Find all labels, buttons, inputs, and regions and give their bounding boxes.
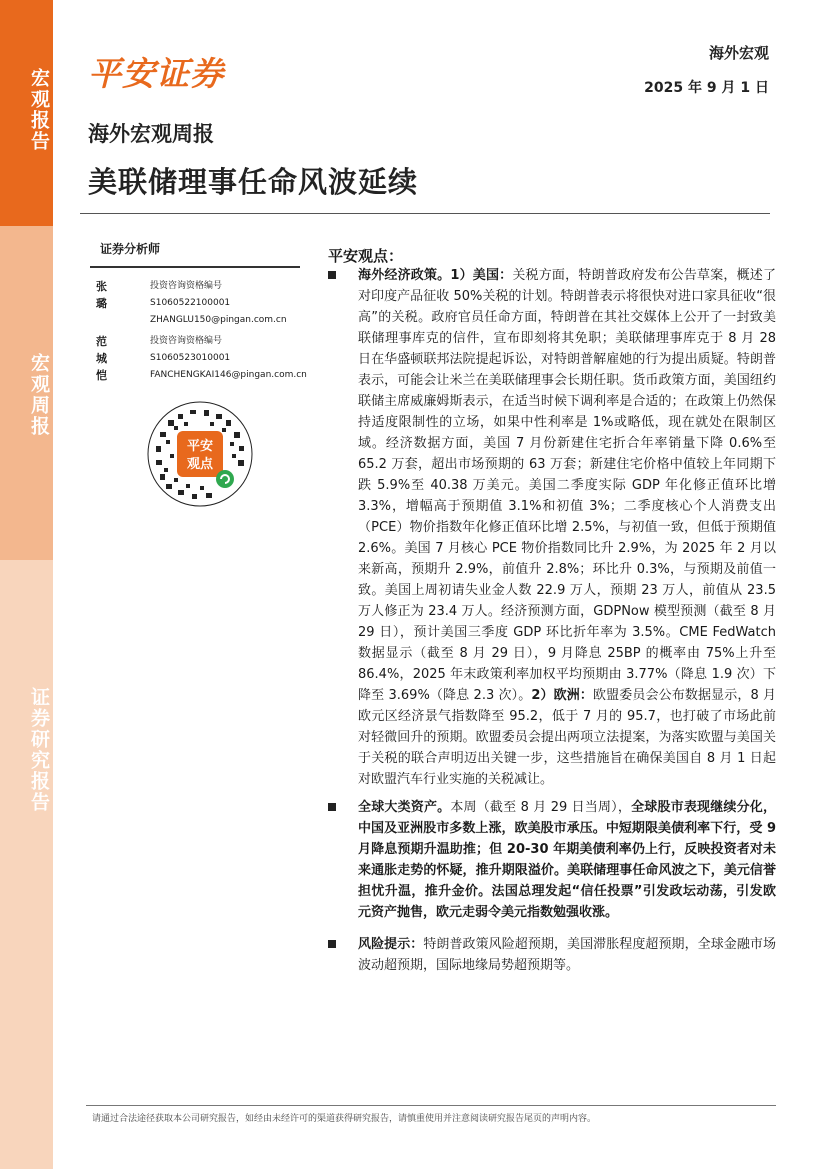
qr-label-line2: 观点 [186, 457, 214, 472]
analyst-email[interactable]: FANCHENGKAI146@pingan.com.cn [150, 370, 307, 380]
bullet-text: 特朗普政策风险超预期，美国滞胀程度超预期，全球金融市场波动超预期，国际地缘局势超预期等。 [358, 937, 776, 973]
analyst-qual-number: S1060523010001 [150, 353, 231, 363]
side-band-bottom [0, 560, 53, 1169]
side-label-weekly: 宏观周报 [28, 353, 50, 437]
qr-code-icon[interactable] [146, 400, 254, 508]
footer-divider [86, 1105, 776, 1106]
opinion-bullet-policy [328, 265, 776, 790]
analyst-qual-number: S1060522100001 [150, 298, 231, 308]
side-label-research: 证券研究报告 [28, 687, 50, 813]
bullet-text-bold: 全球股市表现继续分化，中国及亚洲股市多数上涨，欧美股市承压。中短期限美债利率下行，受 9 月降息预期升温助推；但 20-30 年期美债利率仍上行，反映投资者对未来通胀走势的怀疑，推升期限溢价。美联储理事任命风波之下，美元信誉担忧升温，推升金价。法国总理发起“信任投票”引发政坛动荡，引发欧元资产抛售，欧元走弱令美元指数勉强收涨。 [358, 800, 776, 920]
analyst-email[interactable]: ZHANGLU150@pingan.com.cn [150, 315, 287, 325]
opinion-bullet-assets [328, 797, 776, 923]
bullet-text-europe: 欧盟委员会公布数据显示，8 月欧元区经济景气指数降至 95.2，低于 7 月的 95.7，也打破了市场此前对轻微回升的预期。欧盟委员会提出两项立法提案，为落实欧盟与美国关于关税的联合声明迈出关键一步，这些措施旨在确保美国自 8 月 1 日起对欧盟汽车行业实施的关税减让。 [358, 688, 777, 787]
opinion-bullet-risk [328, 934, 776, 976]
report-date: 2025 年 9 月 1 日 [644, 80, 769, 96]
analysts-divider [90, 266, 300, 268]
brand-logo: 平安证券 [88, 54, 224, 93]
analyst-info [150, 333, 307, 384]
bullet-text: 关税方面，特朗普政府发布公告草案，概述了对印度产品征收 50%关税的计划。特朗普表示将很快对进口家具征收“很高”的关税。政府官员任命方面，特朗普在其社交媒体上公开了一封致美联储理事库克的信件，宣布即刻将其免职；美联储理事库克于 8 月 28 日在华盛顿联邦法院提起诉讼，对特朗普解雇她的行为提出质疑。特朗普表示，可能会让米兰在美联储理事会长期任职。货币政策方面，美国纽约联储主席威廉姆斯表示，在适当时候下调利率是合适的；在政策上仍然保持适度限制性的立场，如果中性利率是 1%或略低，现在就处在限制区域。经济数据方面，美国 7 月份新建住宅折合年率销量下降 0.6%至 65.2 万套，超出市场预期的 63 万套；新建住宅价格中值较上年同期下跌 5.9%至 40.38 万美元。美国二季度实际 GDP 年化修正值环比增 3.3%，增幅高于预期值 3.1%和初值 3%；二季度核心个人消费支出（PCE）物价指数年化修正值环比增 2.5%，与初值一致，但低于预期值 2.6%。美国 7 月核心 PCE 物价指数同比升 2.9%，为 2025 年 2 月以来新高，预期升 2.9%，前值升 2.8%；环比升 0.3%，与预期及前值一致。美国上周初请失业金人数 22.9 万人，预期 23 万人，前值从 23.5 万人修正为 23.4 万人。经济预测方面，GDPNow 模型预测（截至 8 月 29 日），预计美国三季度 GDP 环比折年率为 3.5%。CME FedWatch 数据显示（截至 8 月 29 日），9 月降息 25BP 的概率由 75%上升至 86.4%，2025 年末政策利率加权平均预期由 3.77%（降息 1.9 次）下降至 3.69%（降息 2.3 次）。 [358, 268, 776, 703]
bullet-lead: 海外经济政策。1）美国： [358, 268, 513, 283]
bullet-square-icon [328, 271, 336, 279]
analyst-name: 范城恺 [96, 335, 107, 382]
analyst-name: 张璐 [96, 280, 107, 310]
analyst-qual-label: 投资咨询资格编号 [150, 281, 223, 291]
analyst-info [150, 278, 287, 329]
report-subtitle: 海外宏观周报 [88, 122, 214, 146]
analyst-qual-label: 投资咨询资格编号 [150, 336, 223, 346]
bullet-square-icon [328, 803, 336, 811]
title-divider [80, 213, 770, 214]
qr-label-line1: 平安 [186, 439, 214, 454]
bullet-lead: 风险提示： [358, 937, 424, 952]
report-category: 海外宏观 [708, 44, 769, 62]
footer-disclaimer: 请通过合法途径获取本公司研究报告，如经由未经许可的渠道获得研究报告，请慎重使用并注意阅读研究报告尾页的声明内容。 [92, 1114, 597, 1124]
header-meta [644, 42, 769, 97]
side-label-report-type: 宏观报告 [28, 68, 50, 152]
bullet-lead-europe: 2）欧洲： [531, 688, 594, 703]
opinion-heading: 平安观点： [328, 247, 404, 265]
analysts-heading: 证券分析师 [100, 242, 161, 256]
bullet-square-icon [328, 940, 336, 948]
bullet-text: 本周（截至 8 月 29 日当周）， [450, 800, 632, 815]
bullet-lead: 全球大类资产。 [358, 800, 451, 815]
report-title: 美联储理事任命风波延续 [88, 165, 419, 199]
